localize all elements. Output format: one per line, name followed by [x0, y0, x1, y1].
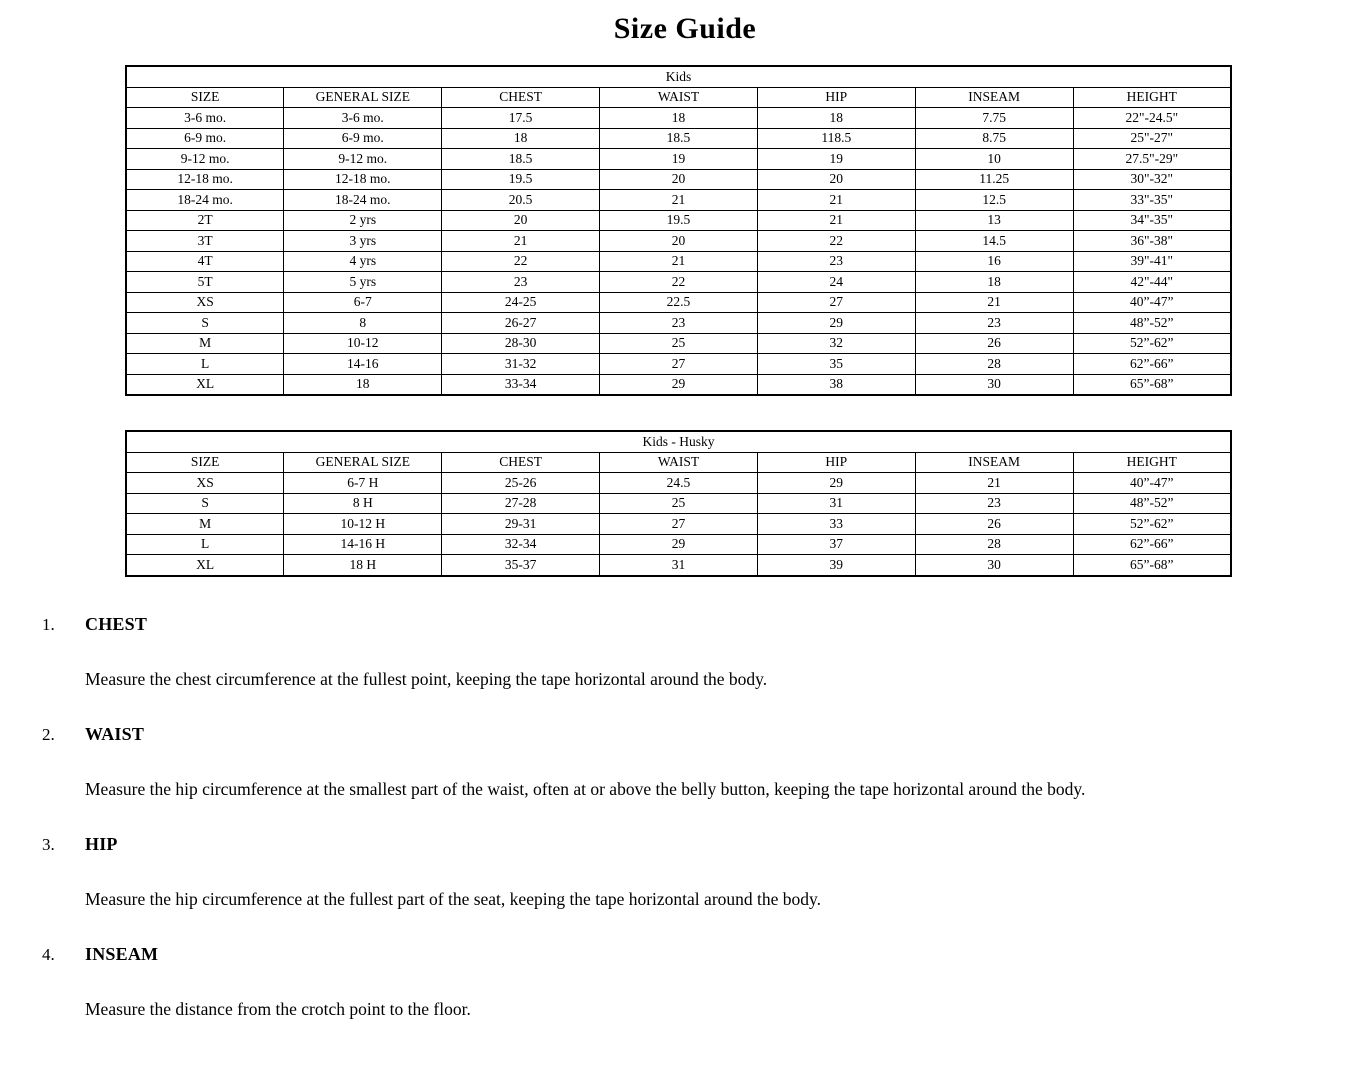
table-cell: 29-31	[442, 514, 600, 535]
table-cell: 6-7 H	[284, 473, 442, 494]
table-cell: M	[126, 333, 284, 354]
table-cell: M	[126, 514, 284, 535]
measurement-instructions	[42, 614, 1360, 1021]
table-cell: 42"-44"	[1073, 272, 1231, 293]
table-cell: 21	[757, 190, 915, 211]
table-cell: 22	[757, 231, 915, 252]
table-cell: 12.5	[915, 190, 1073, 211]
table-cell: 48”-52”	[1073, 313, 1231, 334]
table-cell: L	[126, 354, 284, 375]
table-cell: 10-12 H	[284, 514, 442, 535]
column-header: GENERAL SIZE	[284, 452, 442, 473]
table-row	[126, 493, 1231, 514]
table-row	[126, 555, 1231, 576]
instruction-number: 1.	[42, 614, 55, 634]
table-cell: 24	[757, 272, 915, 293]
table-cell: 65”-68”	[1073, 555, 1231, 576]
table-cell: 18 H	[284, 555, 442, 576]
table-cell: 18.5	[600, 128, 758, 149]
column-header: SIZE	[126, 452, 284, 473]
table-cell: 20	[600, 231, 758, 252]
table-cell: 33-34	[442, 374, 600, 395]
table-cell: 19.5	[600, 210, 758, 231]
table-cell: 21	[600, 190, 758, 211]
column-header: CHEST	[442, 87, 600, 108]
table-cell: 35-37	[442, 555, 600, 576]
table-cell: 18.5	[442, 149, 600, 170]
table-cell: 30	[915, 555, 1073, 576]
table-cell: 29	[757, 473, 915, 494]
table-cell: 30	[915, 374, 1073, 395]
table-cell: 18	[284, 374, 442, 395]
instruction-number: 3.	[42, 834, 55, 854]
table-cell: 29	[600, 534, 758, 555]
table-cell: 22	[442, 251, 600, 272]
table-cell: 6-9 mo.	[126, 128, 284, 149]
table-cell: 38	[757, 374, 915, 395]
instruction-title: WAIST	[85, 723, 145, 744]
table-cell: 22	[600, 272, 758, 293]
table-cell: 21	[915, 473, 1073, 494]
table-cell: 27-28	[442, 493, 600, 514]
table-cell: 25	[600, 493, 758, 514]
table-cell: 25"-27"	[1073, 128, 1231, 149]
table-row	[126, 292, 1231, 313]
table-cell: 14.5	[915, 231, 1073, 252]
table-cell: 28	[915, 354, 1073, 375]
table-cell: 5T	[126, 272, 284, 293]
table-row	[126, 251, 1231, 272]
table-cell: 18	[442, 128, 600, 149]
column-header: HEIGHT	[1073, 87, 1231, 108]
instruction-title: HIP	[85, 833, 118, 854]
instruction-number: 4.	[42, 944, 55, 964]
table-row	[126, 473, 1231, 494]
table-cell: 39	[757, 555, 915, 576]
table-row	[126, 333, 1231, 354]
table-header-row	[126, 452, 1231, 473]
table-cell: 27.5"-29"	[1073, 149, 1231, 170]
table-cell: 27	[600, 514, 758, 535]
table-cell: 2T	[126, 210, 284, 231]
table-cell: XS	[126, 292, 284, 313]
column-header: CHEST	[442, 452, 600, 473]
table-cell: 23	[600, 313, 758, 334]
table-cell: 5 yrs	[284, 272, 442, 293]
table-cell: 4T	[126, 251, 284, 272]
table-caption-row	[126, 66, 1231, 87]
column-header: HIP	[757, 452, 915, 473]
table-cell: 6-9 mo.	[284, 128, 442, 149]
column-header: GENERAL SIZE	[284, 87, 442, 108]
instruction-heading-row	[42, 724, 1360, 745]
table-cell: 28	[915, 534, 1073, 555]
table-cell: 16	[915, 251, 1073, 272]
table-cell: 20	[442, 210, 600, 231]
table-cell: 32	[757, 333, 915, 354]
table-cell: 29	[600, 374, 758, 395]
table-cell: 18	[915, 272, 1073, 293]
instruction-title: CHEST	[85, 613, 148, 634]
table-cell: 21	[757, 210, 915, 231]
column-header: INSEAM	[915, 452, 1073, 473]
table-cell: 18-24 mo.	[284, 190, 442, 211]
table-cell: 37	[757, 534, 915, 555]
instruction-heading-row	[42, 834, 1360, 855]
table-header-row	[126, 87, 1231, 108]
table-row	[126, 210, 1231, 231]
table-row	[126, 190, 1231, 211]
table-row	[126, 514, 1231, 535]
table-cell: 9-12 mo.	[284, 149, 442, 170]
table-cell: 40”-47”	[1073, 473, 1231, 494]
table-cell: 24.5	[600, 473, 758, 494]
table-cell: 25-26	[442, 473, 600, 494]
table-cell: 52”-62”	[1073, 514, 1231, 535]
table-cell: 3T	[126, 231, 284, 252]
table-cell: L	[126, 534, 284, 555]
table-cell: 9-12 mo.	[126, 149, 284, 170]
table-cell: 31-32	[442, 354, 600, 375]
table-cell: 8 H	[284, 493, 442, 514]
table-caption: Kids - Husky	[126, 431, 1231, 452]
table-cell: S	[126, 493, 284, 514]
table-cell: 40”-47”	[1073, 292, 1231, 313]
table-cell: XS	[126, 473, 284, 494]
table-cell: 19	[600, 149, 758, 170]
table-cell: 23	[757, 251, 915, 272]
column-header: HEIGHT	[1073, 452, 1231, 473]
table-cell: 2 yrs	[284, 210, 442, 231]
table-cell: 27	[600, 354, 758, 375]
table-cell: 65”-68”	[1073, 374, 1231, 395]
table-cell: 17.5	[442, 108, 600, 129]
table-cell: 18	[757, 108, 915, 129]
table-cell: 27	[757, 292, 915, 313]
instruction-heading-row	[42, 614, 1360, 635]
table-cell: 25	[600, 333, 758, 354]
table-cell: 8.75	[915, 128, 1073, 149]
table-row	[126, 128, 1231, 149]
instruction-section	[42, 614, 1360, 691]
table-cell: XL	[126, 374, 284, 395]
instruction-description: Measure the hip circumference at the smallest part of the waist, often at or above the belly button, keeping the tape horizontal around the body.	[85, 778, 1086, 799]
instruction-description: Measure the distance from the crotch point to the floor.	[85, 998, 471, 1019]
column-header: WAIST	[600, 452, 758, 473]
table-cell: 14-16	[284, 354, 442, 375]
instruction-description: Measure the chest circumference at the fullest point, keeping the tape horizontal around the body.	[85, 668, 768, 689]
table-cell: 28-30	[442, 333, 600, 354]
table-cell: 4 yrs	[284, 251, 442, 272]
instruction-section	[42, 944, 1360, 1021]
table-cell: 14-16 H	[284, 534, 442, 555]
page-title: Size Guide	[613, 12, 757, 45]
table-row	[126, 149, 1231, 170]
table-caption: Kids	[126, 66, 1231, 87]
column-header: HIP	[757, 87, 915, 108]
table-cell: 18-24 mo.	[126, 190, 284, 211]
table-cell: 20.5	[442, 190, 600, 211]
table-cell: 12-18 mo.	[126, 169, 284, 190]
table-cell: 48”-52”	[1073, 493, 1231, 514]
table-cell: S	[126, 313, 284, 334]
table-caption-row	[126, 431, 1231, 452]
table-cell: 8	[284, 313, 442, 334]
column-header: WAIST	[600, 87, 758, 108]
table-cell: 62”-66”	[1073, 534, 1231, 555]
table-cell: 3-6 mo.	[284, 108, 442, 129]
table-cell: 62”-66”	[1073, 354, 1231, 375]
column-header: INSEAM	[915, 87, 1073, 108]
table-cell: 24-25	[442, 292, 600, 313]
table-cell: 21	[442, 231, 600, 252]
instruction-number: 2.	[42, 724, 55, 744]
table-cell: 32-34	[442, 534, 600, 555]
instruction-title: INSEAM	[85, 943, 159, 964]
size-table-kids-husky	[125, 430, 1232, 577]
table-cell: 21	[600, 251, 758, 272]
table-cell: 3-6 mo.	[126, 108, 284, 129]
table-cell: 19.5	[442, 169, 600, 190]
table-cell: 13	[915, 210, 1073, 231]
table-cell: XL	[126, 555, 284, 576]
table-cell: 11.25	[915, 169, 1073, 190]
table-row	[126, 272, 1231, 293]
table-row	[126, 313, 1231, 334]
table-cell: 29	[757, 313, 915, 334]
table-cell: 18	[600, 108, 758, 129]
table-row	[126, 534, 1231, 555]
table-cell: 20	[600, 169, 758, 190]
table-row	[126, 231, 1231, 252]
table-cell: 3 yrs	[284, 231, 442, 252]
table-row	[126, 108, 1231, 129]
table-cell: 10	[915, 149, 1073, 170]
instruction-heading-row	[42, 944, 1360, 965]
table-row	[126, 169, 1231, 190]
table-row	[126, 354, 1231, 375]
table-cell: 33"-35"	[1073, 190, 1231, 211]
table-cell: 118.5	[757, 128, 915, 149]
table-cell: 21	[915, 292, 1073, 313]
column-header: SIZE	[126, 87, 284, 108]
table-cell: 22"-24.5"	[1073, 108, 1231, 129]
table-cell: 26-27	[442, 313, 600, 334]
table-cell: 23	[915, 493, 1073, 514]
size-table-kids	[125, 65, 1232, 396]
table-cell: 26	[915, 333, 1073, 354]
table-cell: 20	[757, 169, 915, 190]
table-cell: 31	[600, 555, 758, 576]
table-cell: 7.75	[915, 108, 1073, 129]
table-cell: 26	[915, 514, 1073, 535]
table-cell: 34"-35"	[1073, 210, 1231, 231]
table-cell: 31	[757, 493, 915, 514]
instruction-section	[42, 724, 1360, 801]
table-cell: 39"-41"	[1073, 251, 1231, 272]
table-cell: 52”-62”	[1073, 333, 1231, 354]
table-cell: 10-12	[284, 333, 442, 354]
instruction-description: Measure the hip circumference at the fullest part of the seat, keeping the tape horizontal around the body.	[85, 888, 822, 909]
table-cell: 30"-32"	[1073, 169, 1231, 190]
table-row	[126, 374, 1231, 395]
table-cell: 22.5	[600, 292, 758, 313]
table-cell: 12-18 mo.	[284, 169, 442, 190]
table-cell: 36"-38"	[1073, 231, 1231, 252]
table-cell: 23	[915, 313, 1073, 334]
table-cell: 33	[757, 514, 915, 535]
instruction-section	[42, 834, 1360, 911]
table-cell: 19	[757, 149, 915, 170]
table-cell: 23	[442, 272, 600, 293]
table-cell: 35	[757, 354, 915, 375]
table-cell: 6-7	[284, 292, 442, 313]
